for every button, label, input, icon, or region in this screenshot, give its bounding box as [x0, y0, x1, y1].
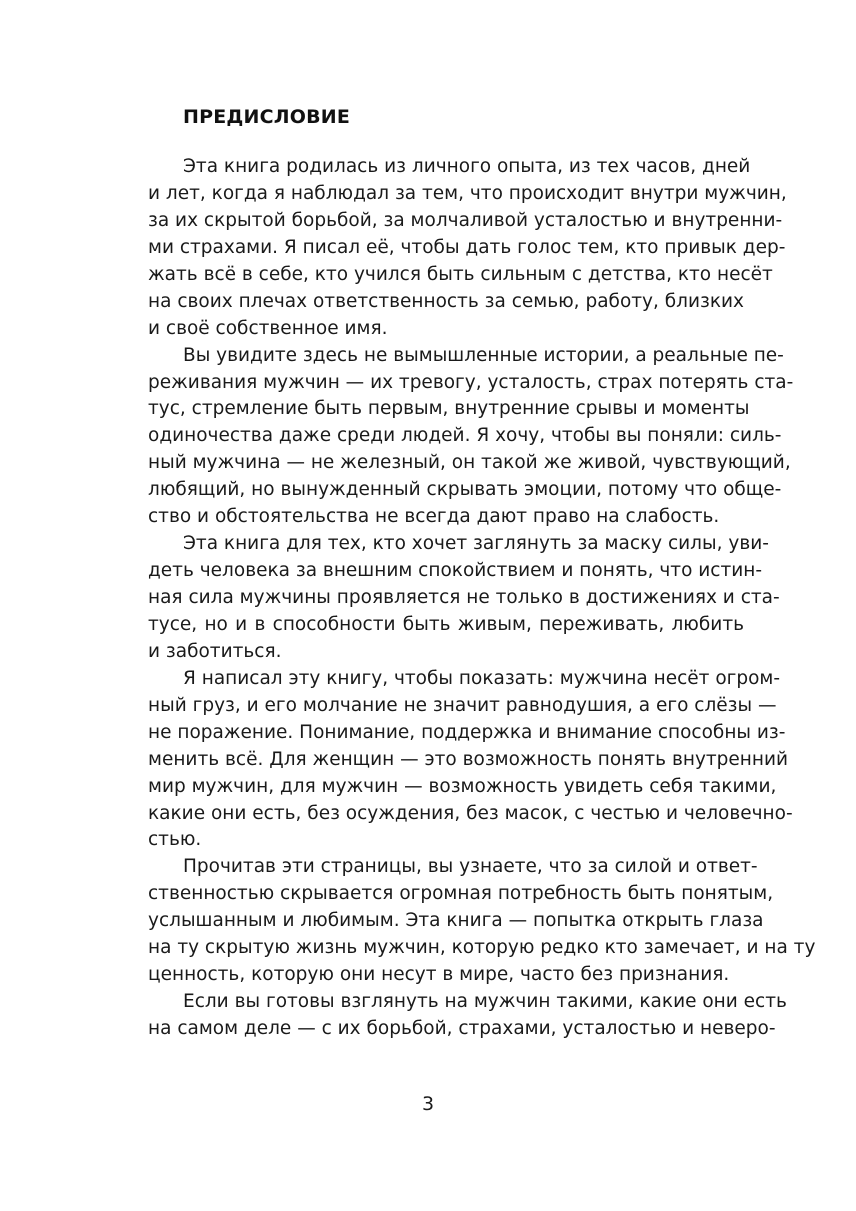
chapter-heading: ПРЕДИСЛОВИЕ: [183, 106, 351, 128]
text-line: ми страхами. Я писал её, чтобы дать голос тем, кто привык дер-: [148, 236, 786, 258]
text-line: на своих плечах ответственность за семью, работу, близких: [148, 290, 744, 312]
text-line: стью.: [148, 829, 202, 851]
text-line: Прочитав эти страницы, вы узнаете, что за силой и ответ-: [183, 856, 758, 878]
text-line: мир мужчин, для мужчин — возможность увидеть себя такими,: [148, 775, 777, 797]
text-line: менить всё. Для женщин — это возможность понять внутренний: [148, 748, 789, 770]
paragraph: [148, 343, 794, 532]
text-line: ный мужчина — не железный, он такой же живой, чувствующий,: [148, 452, 791, 474]
paragraph: [148, 154, 787, 343]
text-line: ственностью скрывается огромная потребность быть понятым,: [148, 883, 774, 905]
text-line: Я написал эту книгу, чтобы показать: мужчина несёт огром-: [183, 667, 781, 689]
text-line: не поражение. Понимание, поддержка и внимание способны из-: [148, 721, 786, 743]
preface-text: [148, 154, 816, 1043]
text-line: Эта книга родилась из личного опыта, из тех часов, дней: [183, 156, 751, 177]
text-line: и своё собственное имя.: [148, 317, 388, 339]
text-line: за их скрытой борьбой, за молчаливой усталостью и внутренни-: [148, 209, 783, 231]
text-line: и заботиться.: [148, 640, 282, 662]
text-line: жать всё в себе, кто учился быть сильным с детства, кто несёт: [148, 263, 773, 285]
text-line: ценность, которую они несут в мире, часто без признания.: [148, 964, 730, 986]
paragraph: [148, 989, 787, 1043]
text-line: любящий, но вынужденный скрывать эмоции, потому что обще-: [148, 479, 782, 501]
page-number: 3: [421, 1093, 435, 1115]
text-line: Эта книга для тех, кто хочет заглянуть за маску силы, уви-: [183, 533, 769, 555]
text-line: тус, стремление быть первым, внутренние срывы и моменты: [148, 398, 750, 420]
text-line: Вы увидите здесь не вымышленные истории, а реальные пе-: [183, 344, 784, 366]
text-line: и лет, когда я наблюдал за тем, что происходит внутри мужчин,: [148, 182, 787, 204]
text-line: на самом деле — с их борьбой, страхами, усталостью и неверо-: [148, 1018, 776, 1039]
text-line: реживания мужчин — их тревогу, усталость, страх потерять ста-: [148, 371, 794, 393]
paragraph: [148, 666, 793, 855]
text-line: какие они есть, без осуждения, без масок, с честью и человечно-: [148, 802, 793, 824]
text-line: на ту скрытую жизнь мужчин, которую редко кто замечает, и на ту: [148, 937, 816, 959]
text-line: ная сила мужчины проявляется не только в достижениях и ста-: [148, 587, 780, 608]
paragraph: [148, 854, 816, 989]
text-line: тусе, но и в способности быть живым, переживать, любить: [148, 613, 744, 635]
text-line: Если вы готовы взглянуть на мужчин такими, какие они есть: [183, 991, 787, 1013]
text-line: деть человека за внешним спокойствием и понять, что истин-: [148, 560, 763, 582]
text-line: одиночества даже среди людей. Я хочу, чтобы вы поняли: силь-: [148, 425, 782, 447]
text-line: ство и обстоятельства не всегда дают право на слабость.: [148, 506, 720, 528]
text-line: ный груз, и его молчание не значит равнодушия, а его слёзы —: [148, 694, 777, 716]
text-line: услышанным и любимым. Эта книга — попытка открыть глаза: [148, 910, 764, 932]
paragraph: [148, 531, 780, 666]
